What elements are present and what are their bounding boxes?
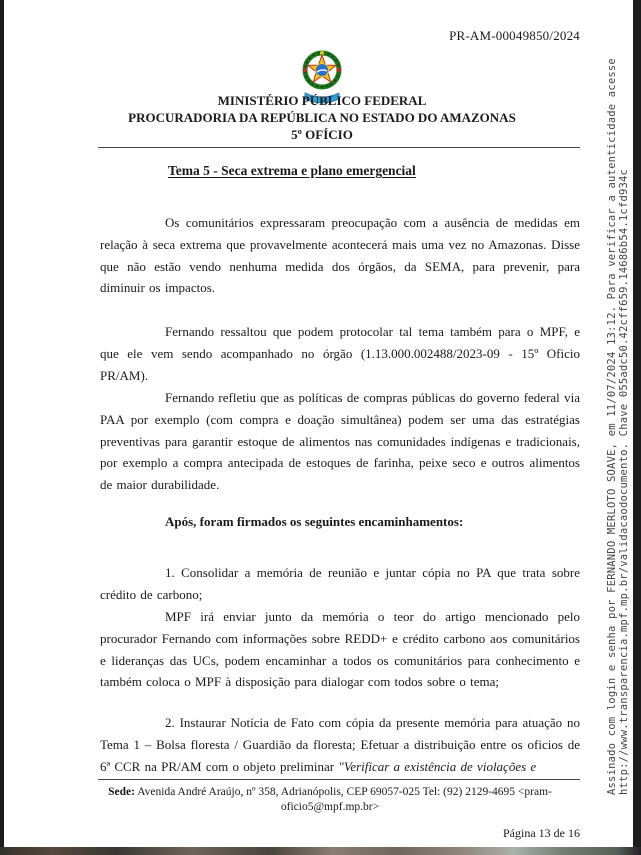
paragraph-2: Fernando ressaltou que podem protocolar tal tema também para o MPF, e que ele vem sendo acompanhado no órgão (1.13.000.002488/2023-09 - 15º Oficio PR/AM). bbox=[100, 324, 580, 383]
page-edge-left bbox=[0, 0, 4, 847]
sede-address: Avenida André Araújo, nº 358, Adrianópolis, CEP 69057-025 Tel: (92) 2129-4695 <pram- bbox=[134, 786, 552, 798]
office-name: PROCURADORIA DA REPÚBLICA NO ESTADO DO AMAZONAS bbox=[128, 110, 516, 125]
paragraph-1: Os comunitários expressaram preocupação com a ausência de medidas em relação à seca extrema que provavelmente acontecerá mais uma vez no Amazonas. Disse que não estão vendo nenhuma medida dos órgãos, da SEMA, para prevenir, para diminuir os impactos. bbox=[100, 215, 580, 296]
header-divider bbox=[98, 147, 580, 148]
page-number: Página 13 de 16 bbox=[503, 826, 580, 840]
ministry-name: MINISTÉRIO PÚBLICO FEDERAL bbox=[217, 93, 427, 108]
document-number: PR-AM-00049850/2024 bbox=[449, 28, 580, 43]
section-heading: Após, foram firmados os seguintes encaminhamentos: bbox=[165, 514, 464, 529]
signature-line-2: http://www.transparencia.mpf.mp.br/validacaodocumento. Chave 055adc50.42cff659.14686b54.1cfd934c bbox=[617, 168, 630, 795]
footer-divider bbox=[98, 779, 580, 780]
digital-signature-sidebar bbox=[607, 37, 631, 795]
document-title: Tema 5 - Seca extrema e plano emergencial bbox=[168, 163, 416, 178]
background-photo-strip bbox=[0, 847, 641, 855]
office-number: 5º OFÍCIO bbox=[291, 127, 353, 142]
footer-line-2: oficio5@mpf.mp.br> bbox=[280, 801, 380, 813]
page-edge-right bbox=[633, 0, 641, 847]
paragraph-3: Fernando refletiu que as políticas de compras públicas do governo federal via PAA por exemplo (com compra e doação simultânea) podem ser uma das estratégias preventivas para garantir estoque de alimentos nas comunidades indígenas e tradicionais, por exemplo a compra antecipada de estoques de farinha, peixe seco e outros alimentos de maior durabilidade. bbox=[100, 390, 580, 493]
list-item-2-quote: "Verificar a existência de violações e bbox=[338, 758, 537, 774]
letterhead bbox=[40, 92, 604, 143]
sede-label: Sede: bbox=[108, 786, 135, 798]
list-item-1-detail: MPF irá enviar junto da memória o teor do artigo mencionado pelo procurador Fernando com informações sobre REDD+ e crédito carbono aos comunitários e lideranças das UCs, podem encaminhar a todos os comunitários para conhecimento e também coloca o MPF à disposição para dialogar com todos sobre o tema; bbox=[100, 609, 580, 690]
list-item-1: 1. Consolidar a memória de reunião e juntar cópia no PA que trata sobre crédito de carbono; bbox=[100, 565, 580, 602]
footer-line-1 bbox=[95, 785, 565, 800]
signature-line-1: Assinado com login e senha por FERNANDO MERLOTO SOAVE, em 11/07/2024 13:12. Para verificar a autenticidade acesse bbox=[606, 58, 618, 795]
list-item-2 bbox=[100, 712, 580, 777]
list-item-2-text: 2. Instaurar Notícia de Fato com cópia da presente memória para atuação no Tema 1 – Bolsa floresta / Guardião da floresta; Efetuar a distribuição entre os oficios de 6ª CCR na PR/AM com o objeto preliminar bbox=[100, 715, 580, 774]
footer-address bbox=[95, 785, 565, 815]
